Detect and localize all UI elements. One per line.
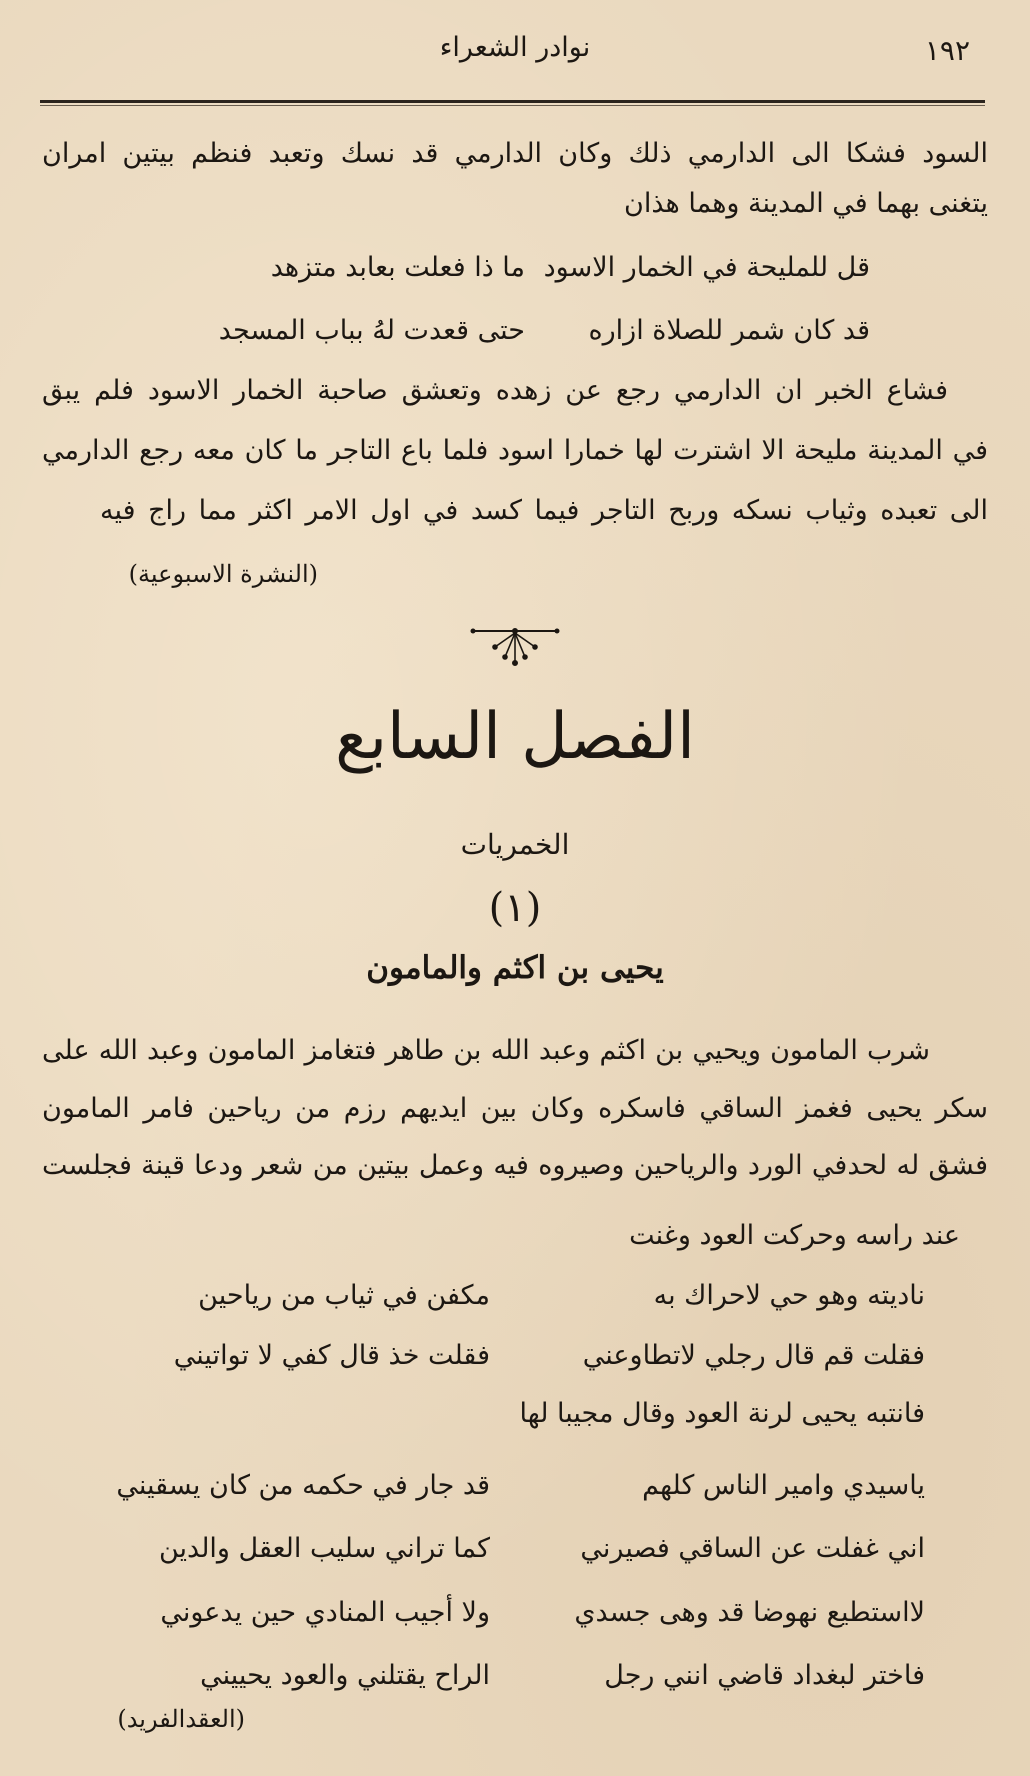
verse-hemistich-left: قد جار في حكمه من كان يسقيني xyxy=(116,1470,490,1501)
chapter-title: الفصل السابع xyxy=(335,700,695,774)
verse-hemistich-right: فاختر لبغداد قاضي انني رجل xyxy=(604,1660,925,1691)
page-number: ١٩٢ xyxy=(924,34,970,67)
section-number: (١) xyxy=(488,885,542,931)
header-rule xyxy=(40,100,985,103)
verse-hemistich-right: قد كان شمر للصلاة ازاره xyxy=(588,315,870,346)
ornament-divider-icon xyxy=(465,625,565,670)
running-title: نوادر الشعراء xyxy=(439,32,591,63)
verse-hemistich-left: ولا أجيب المنادي حين يدعوني xyxy=(160,1597,490,1628)
verse-hemistich-left: ما ذا فعلت بعابد متزهد xyxy=(270,252,525,283)
verse-hemistich-right: ياسيدي وامير الناس كلهم xyxy=(642,1470,925,1501)
verse-hemistich-left: الراح يقتلني والعود يحييني xyxy=(200,1660,490,1691)
verse-hemistich-left: فقلت خذ قال كفي لا تواتيني xyxy=(173,1340,490,1371)
header-rule-thin xyxy=(40,105,985,106)
prose-line: السود فشكا الى الدارمي ذلك وكان الدارمي قد نسك وتعبد فنظم بيتين امران xyxy=(42,138,988,169)
prose-line: فشاع الخبر ان الدارمي رجع عن زهده وتعشق صاحبة الخمار الاسود فلم يبق xyxy=(42,375,948,406)
verse-hemistich-left: كما تراني سليب العقل والدين xyxy=(158,1533,490,1564)
verse-hemistich-right: ناديته وهو حي لاحراك به xyxy=(653,1280,925,1311)
prose-line: يتغنى بهما في المدينة وهما هذان xyxy=(624,188,988,219)
chapter-subtitle: الخمريات xyxy=(460,828,570,861)
verse-hemistich-left: مكفن في ثياب من رياحين xyxy=(198,1280,490,1311)
prose-line: فانتبه يحيى لرنة العود وقال مجيبا لها xyxy=(519,1398,925,1429)
verse-hemistich-right: قل للمليحة في الخمار الاسود xyxy=(543,252,870,283)
verse-hemistich-right: فقلت قم قال رجلي لاتطاوعني xyxy=(582,1340,925,1371)
prose-line: عند راسه وحركت العود وغنت xyxy=(629,1220,960,1251)
section-heading: يحيى بن اكثم والمامون xyxy=(366,950,664,986)
verse-hemistich-right: اني غفلت عن الساقي فصيرني xyxy=(580,1533,925,1564)
verse-hemistich-left: حتى قعدت لهُ بباب المسجد xyxy=(218,315,525,346)
prose-line: الى تعبده وثياب نسكه وربح التاجر فيما كسد في اول الامر اكثر مما راج فيه xyxy=(100,495,988,526)
prose-line: سكر يحيى فغمز الساقي فاسكره وكان بين ايديهم رزم من رياحين فامر المامون xyxy=(42,1093,988,1124)
prose-line: في المدينة مليحة الا اشترت لها خمارا اسود فلما باع التاجر ما كان معه رجع الدارمي xyxy=(42,435,988,466)
verse-hemistich-right: لااستطيع نهوضا قد وهى جسدي xyxy=(574,1597,925,1628)
prose-line: شرب المامون ويحيي بن اكثم وعبد الله بن طاهر فتغامز المامون وعبد الله على xyxy=(42,1035,930,1066)
source-citation: (العقدالفريد) xyxy=(117,1705,245,1733)
prose-line: فشق له لحدفي الورد والرياحين وصيروه فيه وعمل بيتين من شعر ودعا قينة فجلست xyxy=(42,1150,988,1181)
source-citation: (النشرة الاسبوعية) xyxy=(128,560,318,588)
